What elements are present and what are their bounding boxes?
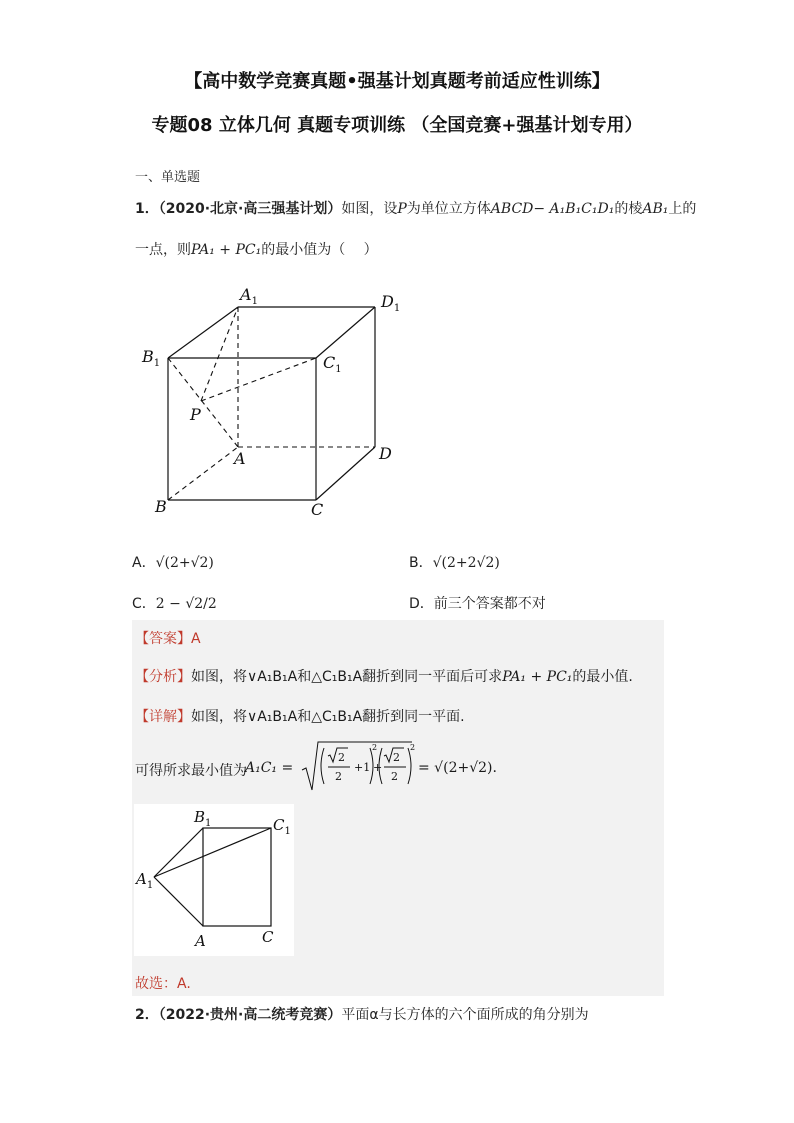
option-c[interactable]	[132, 593, 217, 613]
result-lhs: A₁C₁ =	[245, 760, 294, 776]
document-title: 【高中数学竞赛真题•强基计划真题考前适应性训练】	[184, 71, 610, 92]
q1-var-p: P	[397, 201, 407, 217]
fold-label-a1: $A_1$	[136, 870, 154, 891]
svg-text:2: 2	[335, 770, 342, 783]
analysis-label: 【分析】	[135, 669, 191, 685]
q2-number: 2．	[135, 1007, 159, 1023]
option-d-value: 前三个答案都不对	[433, 596, 546, 612]
analysis-text: 如图，将∨A₁B₁A和△C₁B₁A翻折到同一平面后可求	[191, 669, 503, 685]
q2-source: （2022·贵州·高二统考竞赛）	[158, 1007, 342, 1023]
svg-text:+: +	[373, 761, 383, 774]
label-c: C	[311, 500, 324, 519]
edge-cd	[316, 447, 375, 500]
result-rhs: = √(2+√2).	[418, 760, 497, 776]
option-a-value: √(2+√2)	[155, 555, 214, 571]
q1-line2-b: 的最小值为（ ）	[261, 242, 378, 258]
label-c1: $C_1$	[323, 353, 342, 375]
segment-a1a	[154, 877, 203, 926]
option-b[interactable]	[409, 552, 500, 572]
q1-line2	[135, 239, 378, 259]
answer-line	[135, 628, 201, 648]
segment-pc1	[201, 358, 316, 401]
analysis-end: 的最小值.	[572, 669, 633, 685]
svg-text:2: 2	[338, 751, 345, 764]
svg-text:2: 2	[393, 751, 400, 764]
analysis-expr: PA₁ + PC₁	[502, 669, 573, 685]
q1-text-c: 的棱	[614, 201, 643, 217]
edge-c1d1	[316, 307, 375, 358]
label-b1: $B_1$	[142, 347, 161, 369]
q1-text-b: 为单位立方体	[406, 201, 491, 217]
svg-text:2: 2	[372, 743, 378, 752]
q1-expr: PA₁ + PC₁	[191, 242, 262, 258]
answer-label: 【答案】	[135, 631, 191, 647]
label-a: A	[234, 449, 246, 468]
option-c-letter: C．	[132, 596, 156, 612]
fold-label-b1: $B_1$	[194, 808, 212, 829]
analysis-line	[135, 666, 633, 686]
svg-text:2: 2	[410, 743, 415, 752]
label-a1: $A_1$	[240, 285, 258, 307]
label-d: D	[379, 444, 392, 463]
label-p: P	[190, 405, 201, 424]
q1-source: （2020·北京·高三强基计划）	[158, 201, 342, 217]
option-c-value: 2 − √2/2	[155, 596, 217, 612]
result-radical	[300, 738, 415, 794]
svg-text:+1: +1	[354, 761, 371, 774]
option-d[interactable]	[409, 593, 546, 613]
edge-b1a-hidden	[168, 358, 238, 447]
detail-line	[135, 706, 465, 726]
q1-line2-a: 一点，则	[135, 242, 191, 258]
q1-text-d: 上的	[668, 201, 697, 217]
fold-label-c: C	[262, 928, 274, 946]
label-d1: $D_1$	[381, 292, 401, 314]
q1-line1	[135, 198, 696, 218]
fold-label-c1: $C_1$	[273, 816, 291, 837]
detail-text: 如图，将∨A₁B₁A和△C₁B₁A翻折到同一平面.	[191, 709, 465, 725]
q1-edge: AB₁	[642, 201, 669, 217]
q1-text-a: 如图，设	[341, 201, 398, 217]
option-a[interactable]	[132, 552, 214, 572]
svg-text:2: 2	[391, 770, 398, 783]
document-subtitle: 专题08 立体几何 真题专项训练 （全国竞赛+强基计划专用）	[151, 115, 643, 136]
detail-label: 【详解】	[135, 709, 191, 725]
option-b-value: √(2+2√2)	[432, 555, 500, 571]
fold-label-a: A	[195, 932, 206, 950]
q1-number: 1．	[135, 201, 159, 217]
result-text: 可得所求最小值为	[135, 763, 247, 779]
folded-figure	[134, 804, 294, 956]
answer-value: A	[191, 631, 201, 647]
label-b: B	[155, 497, 167, 516]
option-b-letter: B．	[409, 555, 433, 571]
option-a-letter: A．	[132, 555, 156, 571]
q2-text: 平面α与长方体的六个面所成的角分别为	[341, 1007, 589, 1023]
edge-ba-hidden	[168, 447, 238, 500]
segment-a1b1	[154, 828, 203, 877]
q1-cube-name: ABCD− A₁B₁C₁D₁	[490, 201, 615, 217]
conclusion: 故选：A.	[135, 976, 191, 992]
cube-figure	[130, 280, 420, 520]
segment-a1c1	[154, 828, 271, 877]
option-d-letter: D．	[409, 596, 434, 612]
section-heading: 一、单选题	[135, 170, 201, 185]
q2-line	[135, 1004, 589, 1024]
